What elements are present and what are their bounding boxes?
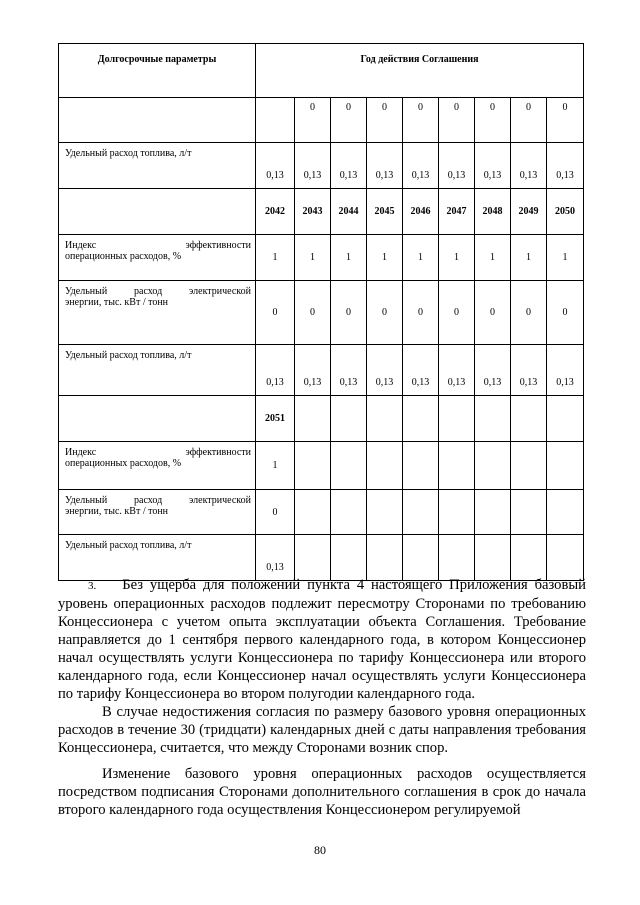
- year-cell: 2049: [511, 189, 547, 235]
- empty-cell: [439, 396, 475, 442]
- value-cell: 0,13: [256, 535, 295, 581]
- value-cell: 0,13: [256, 345, 295, 396]
- year-cell: 2042: [256, 189, 295, 235]
- index-label: [59, 442, 256, 490]
- empty-cell: [367, 535, 403, 581]
- empty-cell: [403, 535, 439, 581]
- value-cell: 1: [511, 235, 547, 281]
- value-cell: 0,13: [367, 345, 403, 396]
- label-cell: [59, 396, 256, 442]
- year-column-header: Год действия Соглашения: [256, 44, 584, 98]
- value-cell: 0: [511, 98, 547, 143]
- value-cell: 1: [331, 235, 367, 281]
- value-cell: 0: [331, 281, 367, 345]
- value-cell: 1: [256, 442, 295, 490]
- value-cell: [256, 98, 295, 143]
- label-cell: [59, 98, 256, 143]
- year-cell: 2045: [367, 189, 403, 235]
- empty-cell: [403, 396, 439, 442]
- table-row: [59, 235, 584, 281]
- empty-cell: [439, 442, 475, 490]
- value-cell: 0: [367, 281, 403, 345]
- body-text: [58, 576, 586, 819]
- empty-cell: [403, 490, 439, 535]
- fuel-label: Удельный расход топлива, л/т: [59, 535, 256, 581]
- empty-cell: [439, 490, 475, 535]
- empty-cell: [331, 490, 367, 535]
- empty-cell: [511, 535, 547, 581]
- year-cell: 2047: [439, 189, 475, 235]
- value-cell: 1: [439, 235, 475, 281]
- empty-cell: [331, 442, 367, 490]
- value-cell: 0: [403, 281, 439, 345]
- value-cell: 0: [547, 281, 584, 345]
- year-cell: 2050: [547, 189, 584, 235]
- empty-cell: [547, 442, 584, 490]
- table-row: [59, 143, 584, 189]
- value-cell: 0: [511, 281, 547, 345]
- empty-cell: [547, 535, 584, 581]
- empty-cell: [295, 396, 331, 442]
- value-cell: 0: [547, 98, 584, 143]
- index-label-line2: операционных расходов, %: [65, 251, 182, 262]
- empty-cell: [367, 442, 403, 490]
- value-cell: 0: [256, 281, 295, 345]
- empty-cell: [331, 535, 367, 581]
- value-cell: 0: [439, 98, 475, 143]
- empty-cell: [295, 535, 331, 581]
- value-cell: 0,13: [331, 143, 367, 189]
- value-cell: 0: [367, 98, 403, 143]
- value-cell: 0,13: [295, 345, 331, 396]
- index-label-line1: Индекс эффективности: [65, 240, 251, 251]
- index-label: [59, 235, 256, 281]
- empty-cell: [475, 490, 511, 535]
- paragraph-3-text: Без ущерба для положений пункта 4 настоящего Приложения базовый уровень операционных расходов подлежит пересмотру Сторонами по требованию Концессионера с учетом опыта эксплуатации объекта Соглашения. Требование направляется до 1 сентября первого календарного года, в котором Концессионер начал осуществлять услуги Концессионера по тарифу Концессионера или второго календарного года, если Концессионер начал осуществлять услуги Концессионера по тарифу Концессионера во втором полугодии календарного года.: [58, 577, 586, 702]
- value-cell: 0,13: [547, 345, 584, 396]
- year-cell: 2051: [256, 396, 295, 442]
- electric-label-line1: Удельный расход электрической: [65, 495, 251, 506]
- value-cell: 0,13: [256, 143, 295, 189]
- value-cell: 0,13: [367, 143, 403, 189]
- value-cell: 0,13: [331, 345, 367, 396]
- value-cell: 0: [295, 98, 331, 143]
- value-cell: 1: [295, 235, 331, 281]
- empty-cell: [475, 535, 511, 581]
- paragraph-5: Изменение базового уровня операционных расходов осуществляется посредством подписания Сторонами дополнительного соглашения в срок до начала второго календарного года осуществления Концессионером регулируемой: [58, 766, 586, 818]
- year-cell: 2046: [403, 189, 439, 235]
- empty-cell: [367, 396, 403, 442]
- value-cell: 0,13: [403, 345, 439, 396]
- value-cell: 0: [295, 281, 331, 345]
- value-cell: 0: [475, 98, 511, 143]
- value-cell: 0,13: [439, 345, 475, 396]
- table-row: [59, 98, 584, 143]
- empty-cell: [403, 442, 439, 490]
- year-row: [59, 189, 584, 235]
- table-row: [59, 490, 584, 535]
- param-column-header: Долгосрочные параметры: [59, 44, 256, 98]
- value-cell: 0,13: [475, 143, 511, 189]
- empty-cell: [475, 442, 511, 490]
- electric-label: [59, 281, 256, 345]
- paragraph-4: В случае недостижения согласия по размеру базового уровня операционных расходов в течение 30 (тридцати) календарных дней с даты направления требования Концессионера, считается, что между Сторонами возник спор.: [58, 704, 586, 756]
- value-cell: 0: [403, 98, 439, 143]
- value-cell: 1: [475, 235, 511, 281]
- value-cell: 1: [547, 235, 584, 281]
- empty-cell: [511, 442, 547, 490]
- value-cell: 0: [331, 98, 367, 143]
- table-header-row: [59, 44, 584, 98]
- fuel-label: Удельный расход топлива, л/т: [59, 143, 256, 189]
- empty-cell: [295, 442, 331, 490]
- year-cell: 2048: [475, 189, 511, 235]
- index-label-line1: Индекс эффективности: [65, 447, 251, 458]
- value-cell: 0,13: [439, 143, 475, 189]
- table-row: [59, 281, 584, 345]
- electric-label-line1: Удельный расход электрической: [65, 286, 251, 297]
- value-cell: 0,13: [475, 345, 511, 396]
- value-cell: 0,13: [295, 143, 331, 189]
- year-row: [59, 396, 584, 442]
- empty-cell: [475, 396, 511, 442]
- value-cell: 0,13: [511, 345, 547, 396]
- empty-cell: [511, 490, 547, 535]
- year-cell: 2044: [331, 189, 367, 235]
- fuel-label: Удельный расход топлива, л/т: [59, 345, 256, 396]
- year-cell: 2043: [295, 189, 331, 235]
- empty-cell: [331, 396, 367, 442]
- value-cell: 1: [403, 235, 439, 281]
- paragraph-3: [58, 576, 586, 703]
- empty-cell: [439, 535, 475, 581]
- table-row: [59, 345, 584, 396]
- value-cell: 0: [475, 281, 511, 345]
- value-cell: 1: [256, 235, 295, 281]
- paragraph-number: 3.: [88, 580, 97, 592]
- value-cell: 0,13: [403, 143, 439, 189]
- value-cell: 0,13: [547, 143, 584, 189]
- value-cell: 0,13: [511, 143, 547, 189]
- table-row: [59, 535, 584, 581]
- electric-label: [59, 490, 256, 535]
- electric-label-line2: энергии, тыс. кВт / тонн: [65, 297, 169, 308]
- electric-label-line2: энергии, тыс. кВт / тонн: [65, 506, 169, 517]
- parameters-table: [58, 43, 584, 581]
- index-label-line2: операционных расходов, %: [65, 458, 182, 469]
- empty-cell: [547, 490, 584, 535]
- empty-cell: [295, 490, 331, 535]
- page-number: 80: [314, 843, 326, 857]
- table-row: [59, 442, 584, 490]
- value-cell: 0: [256, 490, 295, 535]
- value-cell: 0: [439, 281, 475, 345]
- empty-cell: [511, 396, 547, 442]
- empty-cell: [367, 490, 403, 535]
- empty-cell: [547, 396, 584, 442]
- value-cell: 1: [367, 235, 403, 281]
- label-cell: [59, 189, 256, 235]
